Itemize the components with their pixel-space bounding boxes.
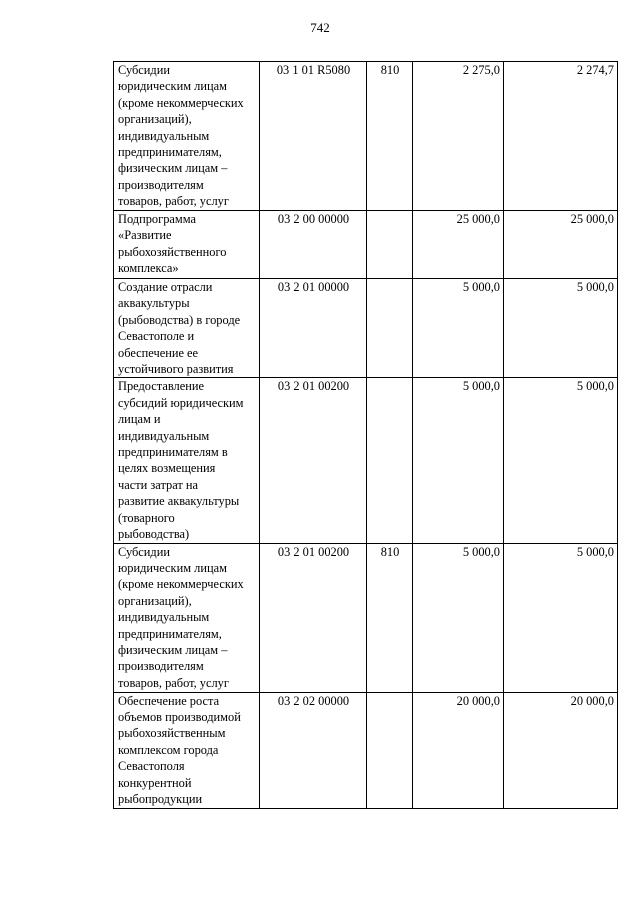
item-name-cell <box>114 378 260 543</box>
amount-actual-cell: 5 000,0 <box>504 543 618 692</box>
item-name-line: индивидуальным <box>118 428 210 443</box>
classification-code-cell: 03 2 01 00200 <box>260 543 367 692</box>
amount-plan-cell: 25 000,0 <box>413 211 504 279</box>
expense-type-cell: 810 <box>367 543 413 692</box>
table-row <box>114 378 618 543</box>
expense-type-cell <box>367 211 413 279</box>
item-name-line: Обеспечение роста <box>118 693 220 708</box>
classification-code-cell: 03 1 01 R5080 <box>260 62 367 211</box>
item-name-line: физическим лицам – <box>118 161 228 176</box>
item-name-line: производителям <box>118 177 204 192</box>
amount-actual-cell: 25 000,0 <box>504 211 618 279</box>
item-name-cell <box>114 211 260 279</box>
item-name-line: юридическим лицам <box>118 560 227 575</box>
item-name-line: товаров, работ, услуг <box>118 675 229 690</box>
classification-code-cell: 03 2 00 00000 <box>260 211 367 279</box>
table-row <box>114 692 618 808</box>
page-number: 742 <box>310 20 330 35</box>
item-name-line: организаций), <box>118 593 192 608</box>
expense-type-cell <box>367 279 413 378</box>
amount-plan-cell: 2 275,0 <box>413 62 504 211</box>
item-name-line: (кроме некоммерческих <box>118 95 244 110</box>
table-row <box>114 543 618 692</box>
item-name-line: субсидий юридическим <box>118 395 244 410</box>
classification-code-cell: 03 2 01 00000 <box>260 279 367 378</box>
expense-type-cell <box>367 692 413 808</box>
item-name-cell <box>114 62 260 211</box>
item-name-line: Подпрограмма <box>118 212 196 226</box>
item-name-line: (рыбоводства) в городе <box>118 312 241 327</box>
amount-plan-cell: 20 000,0 <box>413 692 504 808</box>
item-name-cell <box>114 692 260 808</box>
item-name-line: юридическим лицам <box>118 79 227 94</box>
item-name-line: рыбопродукции <box>118 791 203 806</box>
table-row <box>114 279 618 378</box>
item-name-line: обеспечение ее <box>118 345 199 360</box>
item-name-line: рыбохозяйственного <box>118 244 227 259</box>
item-name-line: конкурентной <box>118 775 192 790</box>
amount-plan-cell: 5 000,0 <box>413 279 504 378</box>
table-row <box>114 211 618 279</box>
item-name-line: комплексом города <box>118 742 219 757</box>
item-name-line: лицам и <box>118 412 161 427</box>
item-name-line: предпринимателям, <box>118 145 222 160</box>
item-name-line: объемов производимой <box>118 709 241 724</box>
item-name-line: рыбохозяйственным <box>118 726 226 741</box>
item-name-line: индивидуальным <box>118 128 210 143</box>
item-name-line: Субсидии <box>118 63 170 77</box>
item-name-line: аквакультуры <box>118 296 190 311</box>
item-name-line: (кроме некоммерческих <box>118 577 244 592</box>
item-name-line: Предоставление <box>118 379 204 394</box>
item-name-line: физическим лицам – <box>118 642 228 657</box>
expense-type-cell: 810 <box>367 62 413 211</box>
amount-plan-cell: 5 000,0 <box>413 543 504 692</box>
item-name-line: производителям <box>118 659 204 674</box>
budget-table <box>113 61 618 809</box>
item-name-line: (товарного <box>118 510 175 525</box>
item-name-line: Субсидии <box>118 544 170 559</box>
amount-actual-cell: 5 000,0 <box>504 378 618 543</box>
item-name-line: предпринимателям, <box>118 626 222 641</box>
item-name-line: целях возмещения <box>118 461 216 476</box>
item-name-line: комплекса» <box>118 261 179 276</box>
item-name-line: развитие аквакультуры <box>118 494 240 509</box>
item-name-line: «Развитие <box>118 228 172 243</box>
item-name-line: рыбоводства) <box>118 527 190 542</box>
classification-code-cell: 03 2 01 00200 <box>260 378 367 543</box>
item-name-line: устойчивого развития <box>118 362 234 377</box>
item-name-line: предпринимателям в <box>118 445 228 460</box>
table-row <box>114 62 618 211</box>
amount-actual-cell: 20 000,0 <box>504 692 618 808</box>
amount-actual-cell: 5 000,0 <box>504 279 618 378</box>
item-name-line: организаций), <box>118 112 192 127</box>
classification-code-cell: 03 2 02 00000 <box>260 692 367 808</box>
item-name-cell <box>114 543 260 692</box>
amount-actual-cell: 2 274,7 <box>504 62 618 211</box>
item-name-line: части затрат на <box>118 477 199 492</box>
expense-type-cell <box>367 378 413 543</box>
item-name-line: Севастополе и <box>118 329 195 344</box>
table-body <box>114 62 618 809</box>
item-name-cell <box>114 279 260 378</box>
amount-plan-cell: 5 000,0 <box>413 378 504 543</box>
item-name-line: Севастополя <box>118 759 185 774</box>
item-name-line: индивидуальным <box>118 610 210 625</box>
item-name-line: товаров, работ, услуг <box>118 194 229 209</box>
item-name-line: Создание отрасли <box>118 280 213 294</box>
